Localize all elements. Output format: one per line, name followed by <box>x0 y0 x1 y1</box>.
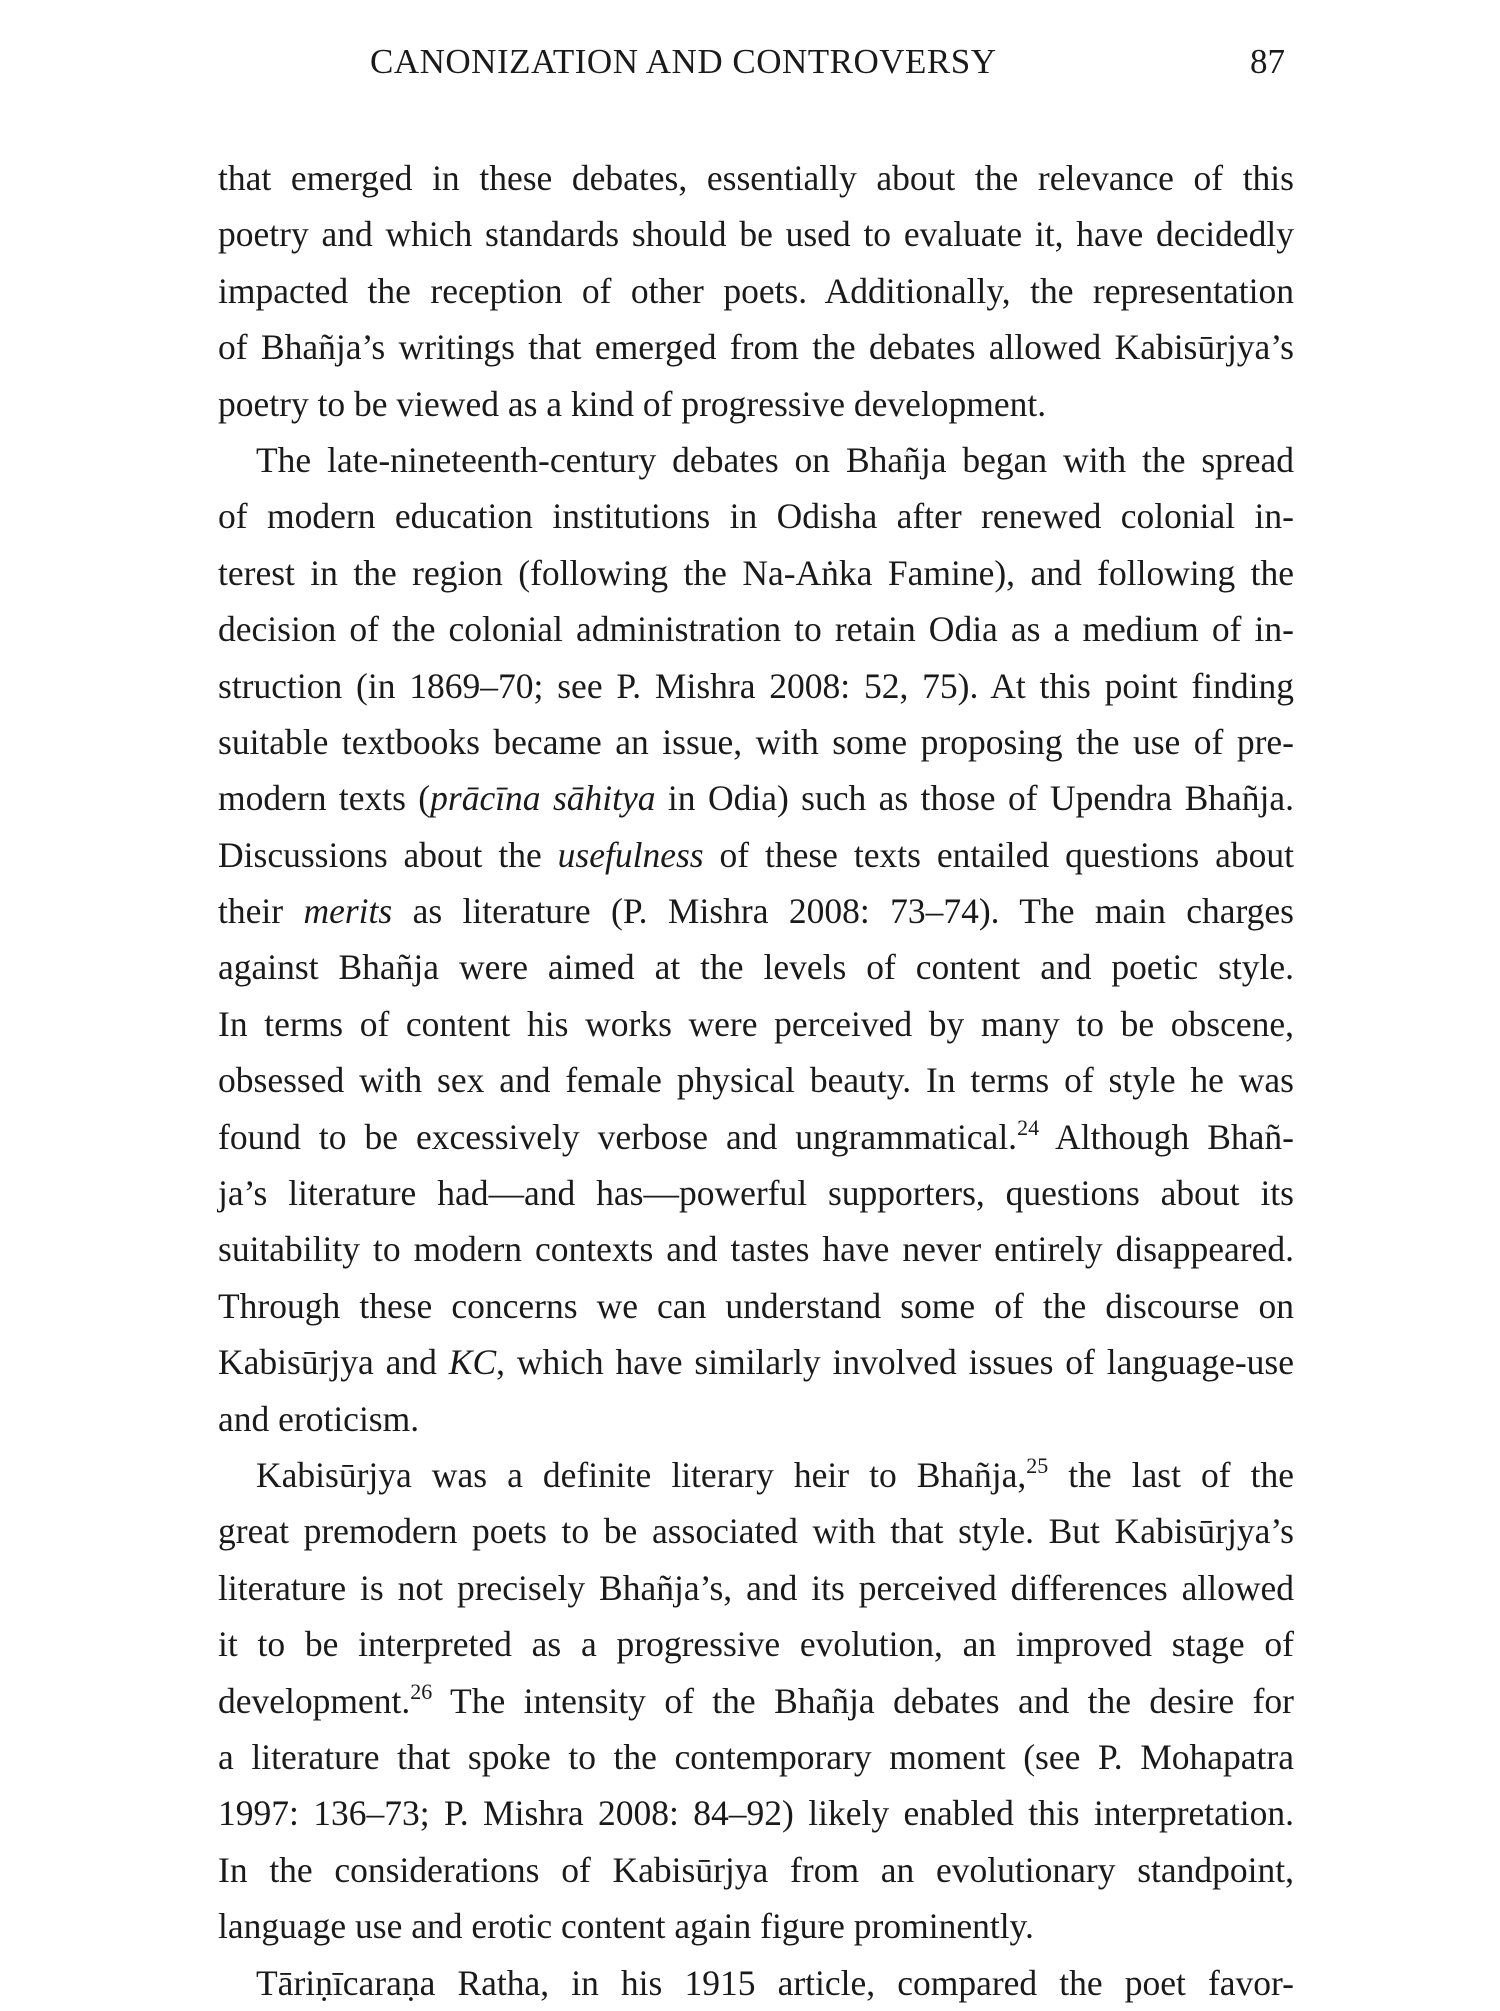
text-line: it to be interpreted as a progressive evolution, an improved stage of <box>218 1624 1294 1665</box>
text-line: great premodern poets to be associated with that style. But Kabisūrjya’s <box>218 1511 1294 1552</box>
body-text <box>218 150 1294 2011</box>
paragraph <box>218 1955 1294 2011</box>
text-line: obsessed with sex and female physical beauty. In terms of style he was <box>218 1060 1294 1101</box>
text-line: The late-nineteenth-century debates on Bhañja began with the spread <box>256 439 1294 480</box>
text-line: In the considerations of Kabisūrjya from an evolutionary standpoint, <box>218 1849 1294 1890</box>
text-line: that emerged in these debates, essentially about the relevance of this <box>218 158 1294 198</box>
text-line: poetry and which standards should be used to evaluate it, have decidedly <box>218 214 1294 255</box>
page-number: 87 <box>1250 42 1285 81</box>
paragraph <box>218 150 1294 432</box>
text-line: against Bhañja were aimed at the levels of content and poetic style. <box>218 947 1294 988</box>
text-line: literature is not precisely Bhañja’s, and its perceived differences allowed <box>218 1567 1294 1608</box>
text-line: their merits as literature (P. Mishra 2008: 73–74). The main charges <box>218 891 1294 932</box>
text-line: suitable textbooks became an issue, with some proposing the use of pre- <box>218 721 1294 762</box>
footnote-ref[interactable]: 24 <box>1017 1114 1040 1140</box>
text-line: Discussions about the usefulness of these texts entailed questions about <box>218 834 1295 875</box>
footnote-ref[interactable]: 25 <box>1026 1452 1049 1478</box>
text-line: terest in the region (following the Na-Aṅka Famine), and following the <box>218 552 1294 593</box>
footnote-ref[interactable]: 26 <box>410 1678 433 1704</box>
paragraph <box>218 432 1294 1447</box>
text-line: poetry to be viewed as a kind of progressive development. <box>218 383 1047 424</box>
text-line: a literature that spoke to the contemporary moment (see P. Mohapatra <box>218 1736 1294 1777</box>
text-line: of Bhañja’s writings that emerged from the debates allowed Kabisūrjya’s <box>218 327 1294 368</box>
text-line: suitability to modern contexts and tastes have never entirely disappeared. <box>218 1229 1294 1270</box>
text-line: 1997: 136–73; P. Mishra 2008: 84–92) likely enabled this interpretation. <box>218 1793 1294 1834</box>
text-line: and eroticism. <box>218 1398 420 1439</box>
text-line: modern texts (prācīna sāhitya in Odia) such as those of Upendra Bhañja. <box>218 778 1294 819</box>
text-line: development.$^{26}$ The intensity of the Bhañja debates and the desire for <box>218 1678 1294 1721</box>
text-line: ja’s literature had—and has—powerful supporters, questions about its <box>218 1173 1294 1214</box>
text-line: decision of the colonial administration to retain Odia as a medium of in- <box>218 609 1294 650</box>
text-line: Kabisūrjya and KC, which have similarly involved issues of language-use <box>218 1342 1295 1383</box>
text-line: language use and erotic content again figure prominently. <box>218 1906 1034 1947</box>
running-title: CANONIZATION AND CONTROVERSY <box>370 42 997 81</box>
text-line: Kabisūrjya was a definite literary heir to Bhañja,$^{25}$ the last of the <box>256 1452 1294 1495</box>
text-line: In terms of content his works were perceived by many to be obscene, <box>218 1003 1294 1044</box>
italic-term: usefulness <box>557 834 704 875</box>
text-line: of modern education institutions in Odisha after renewed colonial in- <box>218 496 1294 537</box>
italic-term: prācīna sāhitya <box>430 778 656 819</box>
text-line: Tāriṇīcaraṇa Ratha, in his 1915 article, compared the poet favor- <box>256 1962 1294 2003</box>
italic-term: KC <box>448 1342 497 1383</box>
paragraph <box>218 1447 1294 1955</box>
text-line: impacted the reception of other poets. Additionally, the representation <box>218 270 1294 311</box>
text-line: struction (in 1869–70; see P. Mishra 2008: 52, 75). At this point finding <box>218 665 1294 706</box>
italic-term: merits <box>303 891 393 932</box>
text-line: found to be excessively verbose and ungrammatical.$^{24}$ Although Bhañ- <box>218 1114 1294 1157</box>
running-head <box>215 42 1295 92</box>
text-line: Through these concerns we can understand some of the discourse on <box>218 1285 1294 1326</box>
